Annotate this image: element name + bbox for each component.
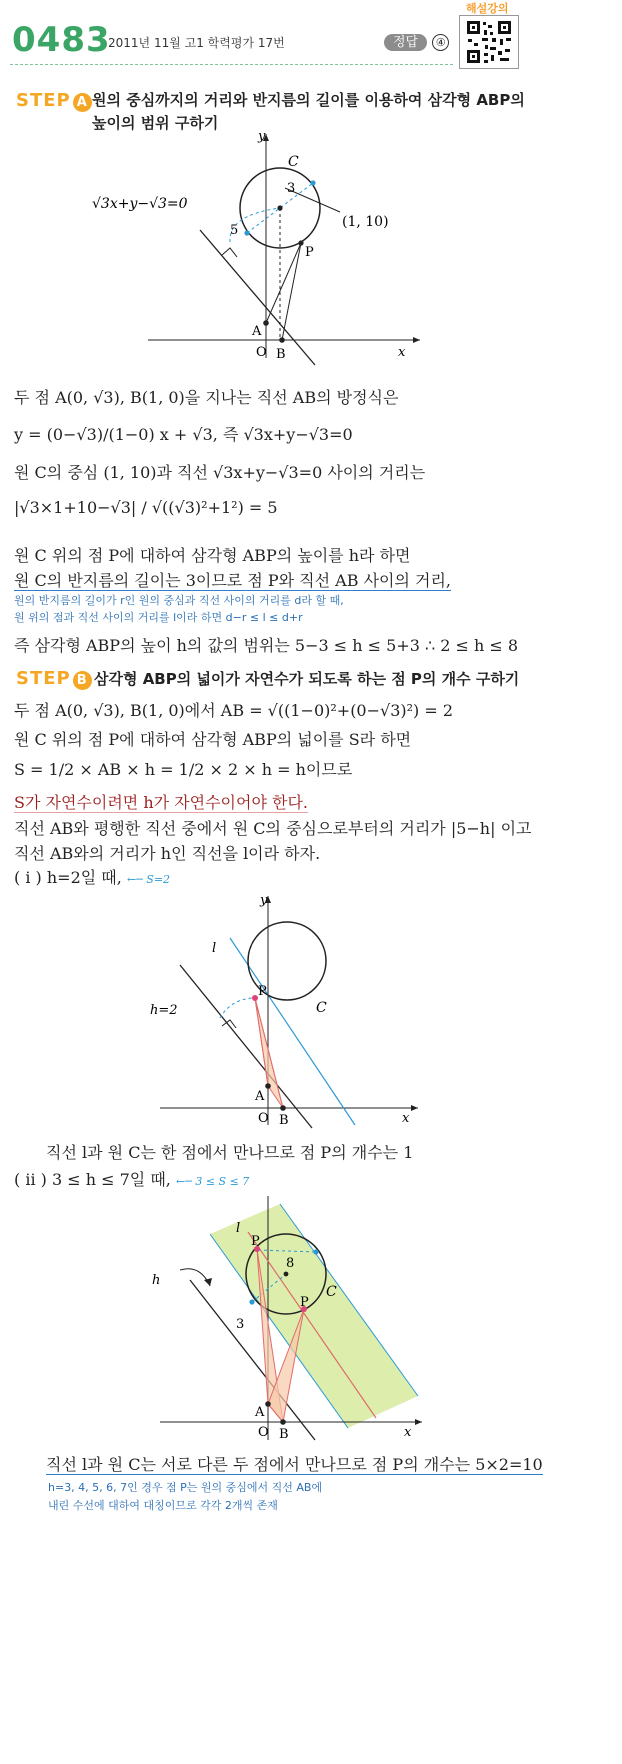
header-divider [10, 64, 453, 65]
step-a-title-1: 원의 중심까지의 거리와 반지름의 길이를 이용하여 삼각형 ABP의 [92, 91, 525, 109]
figure-b2-c: C [326, 1284, 337, 1300]
step-a-title-2: 높이의 범위 구하기 [92, 114, 219, 132]
step-b-line-3: S = 1/2 × AB × h = 1/2 × 2 × h = h이므로 [14, 760, 353, 779]
figure-b2-o: O [258, 1425, 269, 1440]
figure-a-r3: 3 [287, 181, 296, 196]
case-1-result: 직선 l과 원 C는 한 점에서 만나므로 점 P의 개수는 1 [46, 1143, 414, 1162]
step-a-line-6 [14, 568, 451, 591]
figure-b2-p1: P [251, 1234, 260, 1249]
step-b-note-2: 내린 수선에 대하여 대칭이므로 각각 2개씩 존재 [48, 1499, 278, 1512]
figure-a-x-label: x [398, 345, 406, 360]
figure-b1-a: A [255, 1089, 265, 1104]
figure-b2-r3: 3 [236, 1317, 245, 1332]
case-2-arrow-text: 3 ≤ S ≤ 7 [195, 1175, 250, 1188]
step-a-line-1: 두 점 A(0, √3), B(1, 0)을 지나는 직선 AB의 방정식은 [14, 388, 399, 407]
step-b-line-5: 직선 AB와 평행한 직선 중에서 원 C의 중심으로부터의 거리가 |5−h| 이고 [14, 819, 532, 838]
step-b-tag [16, 668, 92, 690]
case-2-label [14, 1167, 249, 1190]
figure-a-d5: 5 [230, 223, 239, 238]
answer-label: 정답 [384, 34, 427, 51]
step-a-word: STEP [16, 90, 71, 111]
figure-a-center-label: (1, 10) [342, 214, 389, 230]
step-a-line-4: |√3×1+10−√3| / √((√3)²+1²) = 5 [14, 498, 278, 517]
figure-b1-c: C [316, 1000, 327, 1016]
problem-number: 0483 [12, 20, 111, 60]
figure-b2-a: A [255, 1405, 265, 1420]
case-1-arrow-text: S=2 [146, 873, 171, 886]
step-a-tag [16, 90, 92, 112]
figure-b1-p: P [258, 984, 267, 999]
step-a-line-3: 원 C의 중심 (1, 10)과 직선 √3x+y−√3=0 사이의 거리는 [14, 463, 426, 482]
step-a-letter: A [73, 93, 92, 112]
figure-a-p: P [305, 245, 314, 260]
problem-source: 2011년 11월 고1 학력평가 17번 [108, 36, 285, 50]
figure-a-b: B [276, 347, 286, 362]
step-b-line-1: 두 점 A(0, √3), B(1, 0)에서 AB = √((1−0)²+(0−√3)²) = 2 [14, 701, 454, 720]
case-1-label-text: ( i ) h=2일 때, [14, 868, 122, 887]
step-b-letter: B [73, 671, 92, 690]
case-2-result-text: 직선 l과 원 C는 서로 다른 두 점에서 만나므로 점 P의 개수는 5×2=10 [46, 1455, 543, 1474]
figure-b2-p2: P [300, 1295, 309, 1310]
figure-a-line-label: √3x+y−√3=0 [92, 196, 188, 212]
step-a-line-5: 원 C 위의 점 P에 대하여 삼각형 ABP의 높이를 h라 하면 [14, 546, 411, 565]
qr-code-icon [460, 16, 518, 68]
figure-b2-l: l [236, 1221, 241, 1236]
figure-a-a: A [252, 324, 262, 339]
qr-label: 해설강의 [466, 2, 509, 15]
answer-area [384, 31, 449, 51]
figure-b2-r8: 8 [286, 1256, 295, 1271]
case-1-label [14, 865, 170, 888]
figure-a [80, 130, 460, 370]
step-a-note-2: 원 위의 점과 직선 사이의 거리를 l이라 하면 d−r ≤ l ≤ d+r [14, 611, 303, 624]
case-2-result [46, 1452, 543, 1475]
figure-a-y-label: y [258, 130, 266, 144]
step-b-word: STEP [16, 668, 71, 689]
case-2-label-text: ( ii ) 3 ≤ h ≤ 7일 때, [14, 1170, 171, 1189]
figure-b2-b: B [279, 1427, 289, 1442]
figure-a-o: O [256, 345, 267, 360]
figure-b1-b: B [279, 1113, 289, 1128]
step-a-line-6-text: 원 C의 반지름의 길이는 3이므로 점 P와 직선 AB 사이의 거리, [14, 571, 452, 590]
step-a-note-1: 원의 반지름의 길이가 r인 원의 중심과 직선 사이의 거리를 d라 할 때, [14, 594, 344, 607]
step-b-title: 삼각형 ABP의 넓이가 자연수가 되도록 하는 점 P의 개수 구하기 [94, 670, 520, 688]
step-b-note-1: h=3, 4, 5, 6, 7인 경우 점 P는 원의 중심에서 직선 AB에 [48, 1481, 323, 1494]
figure-b2-x-label: x [404, 1425, 412, 1440]
step-b-line-6: 직선 AB와의 거리가 h인 직선을 l이라 하자. [14, 844, 321, 863]
qr-code[interactable] [459, 15, 519, 69]
case-2-arrow: ←─ 3 ≤ S ≤ 7 [175, 1175, 250, 1188]
figure-b2-region [210, 1204, 418, 1428]
step-a-line-2: y = (0−√3)/(1−0) x + √3, 즉 √3x+y−√3=0 [14, 425, 353, 444]
figure-b2 [140, 1192, 440, 1444]
figure-b1-o: O [258, 1111, 269, 1126]
figure-b1-line-ab [180, 965, 312, 1128]
figure-b2-h: h [152, 1273, 161, 1288]
case-1-arrow: ←─ S=2 [126, 873, 171, 886]
answer-value: ④ [432, 34, 449, 51]
figure-b1 [140, 890, 440, 1130]
step-a-conclusion: 즉 삼각형 ABP의 높이 h의 값의 범위는 5−3 ≤ h ≤ 5+3 ∴ 2 ≤ h ≤ 8 [14, 636, 519, 655]
figure-b1-y-label: y [260, 893, 268, 908]
step-b-line-4 [14, 790, 308, 813]
figure-b1-h: h=2 [150, 1003, 178, 1018]
step-b-line-2: 원 C 위의 점 P에 대하여 삼각형 ABP의 넓이를 S라 하면 [14, 730, 412, 749]
figure-b1-x-label: x [402, 1111, 410, 1126]
figure-b1-l: l [212, 941, 217, 956]
figure-a-c: C [288, 154, 299, 170]
step-b-line-4-text: S가 자연수이려면 h가 자연수이어야 한다. [14, 793, 308, 812]
